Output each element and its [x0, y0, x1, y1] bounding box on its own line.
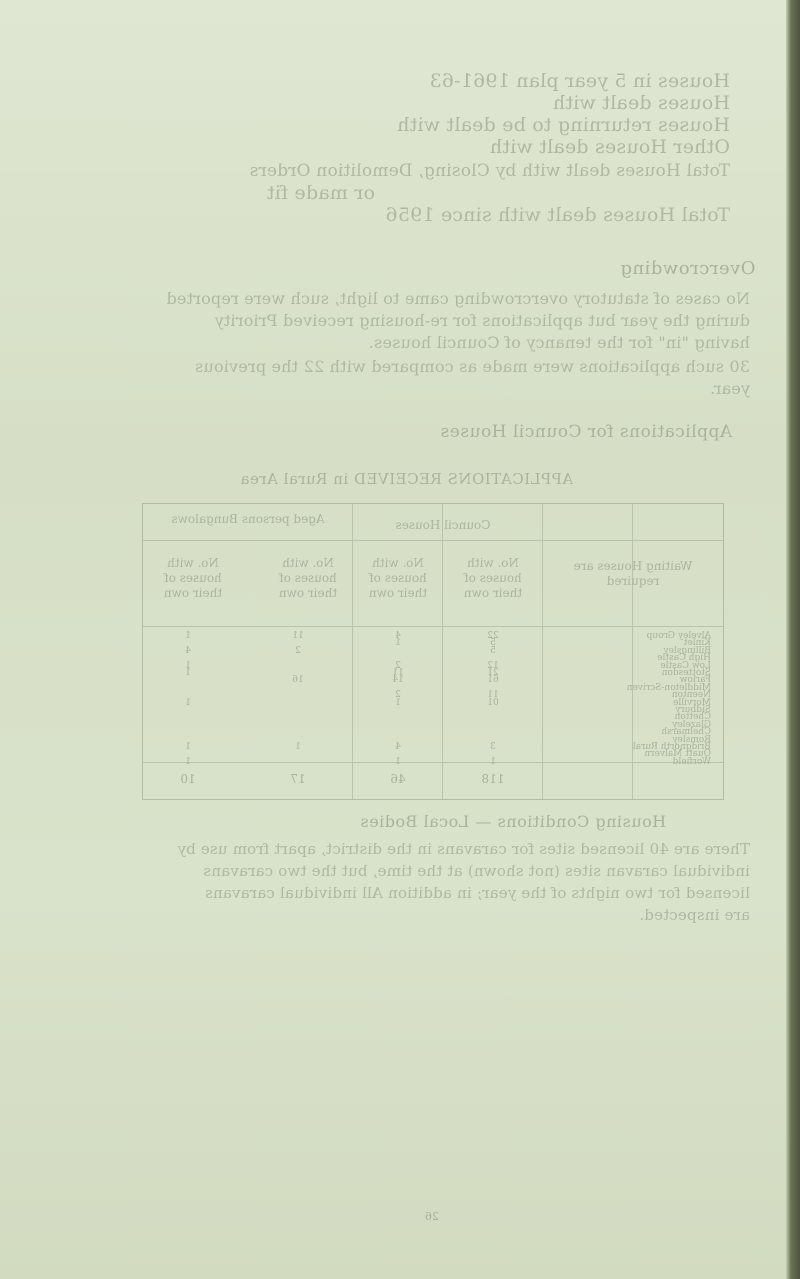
paragraph-line: during the year but applications for re-housing received Priority	[214, 311, 750, 330]
table-cell: 4	[395, 631, 401, 641]
table-cell: 01	[487, 697, 499, 708]
table-row-label: Chetton	[674, 712, 711, 723]
paragraph-line: licensed for two nights of the year; in addition All individual caravans	[204, 884, 750, 902]
table-row-label: Romsley	[672, 734, 711, 745]
table-cell: 1	[185, 742, 191, 752]
intro-line: Houses returning to be dealt with	[397, 114, 730, 136]
table-cell: 61	[487, 675, 499, 686]
table-cell: 1	[490, 756, 496, 767]
paragraph-line: having "in" for the tenancy of Council houses.	[368, 333, 750, 352]
table-cell: 1	[185, 668, 191, 678]
table-cell: 5	[490, 638, 496, 649]
table-cell: 5	[490, 645, 496, 656]
table-cell: 1	[395, 756, 401, 767]
table-heading: Applications for Council Houses	[440, 422, 733, 442]
sub-header: No. with houses of their own	[278, 556, 338, 600]
closing-paragraph	[110, 838, 750, 928]
sub-header: No. with houses of their own	[163, 556, 223, 600]
table-cell: 2	[395, 690, 401, 701]
table-cell: 1	[295, 742, 301, 752]
table-row-label: Kinlet	[683, 638, 711, 649]
table-cell: 1	[185, 631, 191, 641]
paragraph-line: No cases of statutory overcrowding came to light, such were reported	[166, 289, 750, 308]
table-row-label: Bridgnorth Rural	[632, 742, 711, 752]
table-cell: 16	[292, 675, 304, 686]
group-header: Aged persons Bungalows	[171, 512, 325, 526]
paragraph-line: individual caravan sites (not shown) at the time, but the two caravans	[203, 862, 750, 880]
table-row-label: Middleton-Scriven	[626, 682, 711, 693]
table-cell: 4	[395, 742, 401, 752]
sub-header: No. with houses of their own	[368, 556, 428, 600]
intro-line: Total Houses dealt with since 1956	[385, 204, 730, 226]
table-row-label: Neenton	[671, 690, 711, 701]
table-cell: 1	[395, 697, 401, 708]
intro-line: or made fit	[266, 182, 375, 204]
table-row-label: Quatt Malvern	[644, 749, 711, 760]
table-cell: 1	[185, 660, 191, 671]
table-row-label: Glazeley	[672, 719, 711, 730]
table-cell: 2	[295, 645, 301, 656]
table-cell: 2	[395, 660, 401, 671]
table-row-label: Chelmarsh	[661, 727, 711, 738]
table-row-label: Alveley Group	[646, 631, 711, 641]
group-header: Council Houses	[395, 518, 491, 532]
page-number: 26	[425, 1210, 439, 1223]
table-row-label: Sidbury	[675, 705, 711, 715]
total-cell: 10	[180, 772, 196, 786]
overcrowding-paragraph	[110, 288, 750, 398]
table-cell: 1	[185, 697, 191, 708]
intro-line: Other Houses dealt with	[489, 136, 730, 158]
table-row-label: Morville	[673, 697, 711, 708]
table-cell: 14	[392, 675, 404, 686]
intro-line: Houses in 5 year plan 1961-63	[429, 70, 730, 92]
paragraph-line: year.	[709, 379, 750, 398]
closing-heading: Housing Conditions — Local Bodies	[360, 812, 667, 831]
table-cell: 4	[185, 645, 191, 656]
applications-table	[142, 503, 724, 800]
intro-line: Houses dealt with	[552, 92, 730, 114]
table-row-label: Stottesdon	[661, 668, 711, 678]
table-cell: 1	[395, 638, 401, 649]
intro-line: Total Houses dealt with by Closing, Demolition Orders	[249, 161, 730, 181]
table-cell: 3	[490, 742, 496, 752]
table-row-label: Low Castle	[660, 660, 711, 671]
table-subheading: APPLICATIONS RECEIVED in Rural Area	[240, 470, 574, 488]
total-cell: 118	[481, 772, 505, 786]
paragraph-line: There are 40 licensed sites for caravans in the district, apart from use by	[177, 840, 750, 858]
total-cell: 46	[390, 772, 406, 786]
table-cell: 11	[392, 668, 404, 678]
table-cell: 1	[185, 756, 191, 767]
section-heading: Overcrowding	[620, 258, 756, 279]
paragraph-line: 30 such applications were made as compared with 22 the previous	[194, 357, 750, 376]
sub-header: No. with houses of their own	[463, 556, 523, 600]
table-cell: 11	[487, 690, 499, 701]
table-cell: 12	[487, 660, 499, 671]
total-cell: 17	[290, 772, 306, 786]
table-cell: 11	[292, 631, 304, 641]
table-cell: 21	[487, 668, 499, 678]
table-row-label: Farlow	[679, 675, 711, 686]
table-row-label: High Castle	[657, 653, 711, 664]
paragraph-line: are inspected.	[639, 906, 750, 924]
intro-block	[110, 70, 750, 226]
group-header: Waiting Houses are required	[573, 559, 693, 588]
table-row-label: Worfield	[672, 756, 711, 767]
table-row-label: Billingsley	[663, 645, 711, 656]
table-cell: 22	[487, 631, 499, 641]
page-edge	[786, 0, 800, 1279]
